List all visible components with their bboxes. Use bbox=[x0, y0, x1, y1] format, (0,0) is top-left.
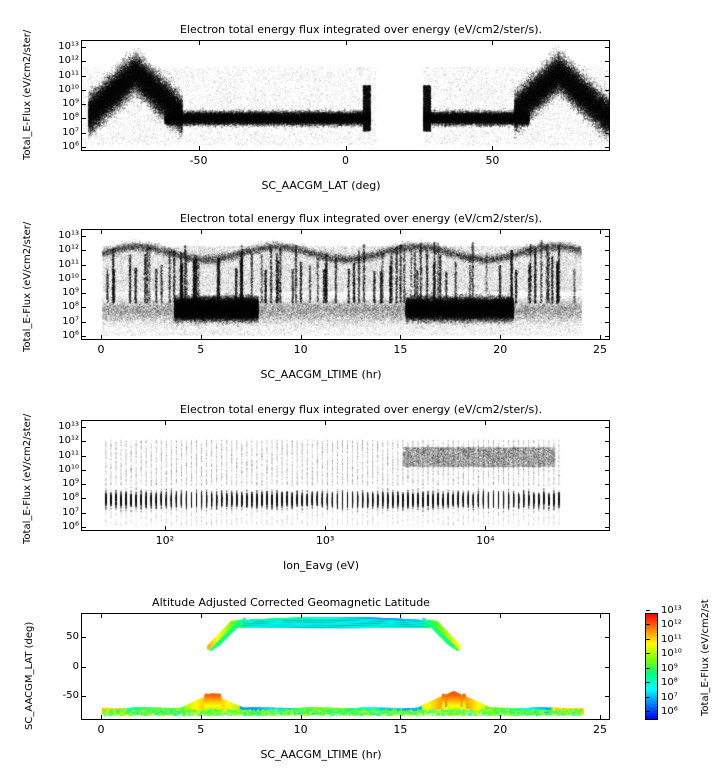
y-tick-label: 10¹² bbox=[58, 435, 79, 447]
x-tick-label: 10² bbox=[155, 534, 174, 547]
x-tickmark bbox=[165, 526, 166, 531]
x-tick-label: 15 bbox=[393, 343, 408, 356]
y-tick-label: 10¹² bbox=[58, 244, 79, 256]
y-tick-label: 0 bbox=[72, 660, 79, 672]
y-tickmark bbox=[605, 47, 610, 48]
y-tickmark bbox=[81, 90, 86, 91]
y-tickmark bbox=[605, 147, 610, 148]
y-tickmark bbox=[605, 513, 610, 514]
y-tickmark bbox=[81, 236, 86, 237]
colorbar-tickmark bbox=[646, 668, 650, 669]
colorbar-tickmark bbox=[646, 624, 650, 625]
y-tick-label: 10⁶ bbox=[62, 329, 79, 341]
y-tickmark bbox=[605, 696, 610, 697]
x-tickmark bbox=[346, 40, 347, 45]
y-tickmark bbox=[81, 696, 86, 697]
x-tickmark bbox=[600, 229, 601, 234]
panel2-title: Electron total energy flux integrated over energy (eV/cm2/ster/s). bbox=[179, 212, 543, 225]
panel1-xlabel: SC_AACGM_LAT (deg) bbox=[261, 179, 381, 192]
y-tickmark bbox=[81, 61, 86, 62]
y-tick-label: 10¹⁰ bbox=[58, 83, 79, 95]
x-tickmark bbox=[101, 229, 102, 234]
panel3-plot-area bbox=[81, 420, 610, 531]
x-tickmark bbox=[400, 715, 401, 720]
y-tick-label: 10¹⁰ bbox=[58, 272, 79, 284]
colorbar-tick-label: 10¹⁰ bbox=[661, 648, 682, 660]
y-tickmark bbox=[605, 118, 610, 119]
panel2-scatter-canvas bbox=[82, 230, 610, 340]
colorbar-tickmark bbox=[646, 610, 650, 611]
x-tickmark bbox=[485, 526, 486, 531]
panel1-title: Electron total energy flux integrated over energy (eV/cm2/ster/s). bbox=[179, 23, 543, 36]
x-tick-label: 0 bbox=[97, 723, 105, 736]
x-tickmark bbox=[400, 613, 401, 618]
panel3-title: Electron total energy flux integrated over energy (eV/cm2/ster/s). bbox=[179, 403, 543, 416]
panel2-xlabel: SC_AACGM_LTIME (hr) bbox=[260, 368, 382, 381]
x-tickmark bbox=[199, 146, 200, 151]
y-tickmark bbox=[605, 427, 610, 428]
x-tickmark bbox=[301, 715, 302, 720]
colorbar-tickmark bbox=[646, 711, 650, 712]
panel-electron-flux-vs-lat bbox=[0, 0, 722, 200]
y-tick-label: 10⁸ bbox=[62, 492, 79, 504]
panel3-ylabel: Total_E-Flux (eV/cm2/ster/ bbox=[22, 413, 33, 544]
x-tickmark bbox=[301, 229, 302, 234]
colorbar-tick-label: 10⁸ bbox=[661, 677, 678, 689]
y-tick-label: 10⁶ bbox=[62, 140, 79, 152]
x-tickmark bbox=[101, 715, 102, 720]
y-tickmark bbox=[81, 133, 86, 134]
y-tick-label: 10⁶ bbox=[62, 520, 79, 532]
y-tick-label: 10¹³ bbox=[58, 421, 79, 433]
colorbar-tick-label: 10⁷ bbox=[661, 691, 678, 703]
x-tick-label: 25 bbox=[593, 343, 608, 356]
x-tickmark bbox=[325, 420, 326, 425]
colorbar-tick-label: 10¹² bbox=[661, 619, 682, 631]
x-tick-label: 20 bbox=[493, 723, 508, 736]
panel1-scatter-canvas bbox=[82, 41, 610, 151]
y-tick-label: 10¹¹ bbox=[58, 258, 79, 270]
panel4-plot-area bbox=[81, 613, 610, 720]
y-tickmark bbox=[605, 236, 610, 237]
y-tickmark bbox=[81, 250, 86, 251]
y-tickmark bbox=[605, 293, 610, 294]
x-tick-label: 10³ bbox=[315, 534, 335, 547]
y-tickmark bbox=[81, 265, 86, 266]
y-tickmark bbox=[605, 637, 610, 638]
y-tickmark bbox=[605, 104, 610, 105]
x-tick-label: 20 bbox=[493, 343, 508, 356]
x-tickmark bbox=[301, 613, 302, 618]
y-tickmark bbox=[605, 250, 610, 251]
panel-electron-flux-vs-ltime bbox=[0, 200, 722, 392]
x-tickmark bbox=[492, 40, 493, 45]
colorbar-tick-label: 10⁶ bbox=[661, 706, 678, 717]
panel4-xlabel: SC_AACGM_LTIME (hr) bbox=[260, 748, 382, 761]
x-tick-label: 10⁴ bbox=[476, 534, 495, 547]
y-tickmark bbox=[81, 456, 86, 457]
panel1-ylabel: Total_E-Flux (eV/cm2/ster/ bbox=[22, 29, 33, 160]
y-tickmark bbox=[81, 47, 86, 48]
panel4-ylabel: SC_AACGM_LAT (deg) bbox=[24, 621, 35, 730]
panel4-track-canvas bbox=[82, 614, 610, 720]
panel-aacgm-latitude-track bbox=[0, 584, 722, 771]
y-tickmark bbox=[81, 527, 86, 528]
y-tick-label: 10¹² bbox=[58, 55, 79, 67]
panel4-title: Altitude Adjusted Corrected Geomagnetic Latitude bbox=[152, 596, 430, 609]
y-tick-label: 10⁷ bbox=[62, 315, 79, 327]
y-tickmark bbox=[81, 104, 86, 105]
y-tickmark bbox=[81, 293, 86, 294]
y-tickmark bbox=[81, 147, 86, 148]
panel2-plot-area bbox=[81, 229, 610, 340]
panel3-xlabel: Ion_Eavg (eV) bbox=[282, 559, 359, 572]
x-tickmark bbox=[485, 420, 486, 425]
x-tick-label: 5 bbox=[197, 343, 205, 356]
y-tickmark bbox=[81, 279, 86, 280]
y-tickmark bbox=[605, 456, 610, 457]
y-tickmark bbox=[605, 322, 610, 323]
y-tick-label: 50 bbox=[66, 630, 79, 642]
x-tickmark bbox=[201, 715, 202, 720]
x-tick-label: 10 bbox=[293, 343, 308, 356]
y-tick-label: -50 bbox=[62, 690, 79, 702]
y-tickmark bbox=[605, 90, 610, 91]
y-tickmark bbox=[605, 76, 610, 77]
y-tickmark bbox=[605, 336, 610, 337]
colorbar bbox=[645, 613, 658, 720]
y-tickmark bbox=[605, 133, 610, 134]
colorbar-tickmark bbox=[646, 653, 650, 654]
x-tick-label: 10 bbox=[293, 723, 308, 736]
x-tickmark bbox=[500, 715, 501, 720]
x-tickmark bbox=[600, 335, 601, 340]
x-tickmark bbox=[101, 335, 102, 340]
y-tickmark bbox=[81, 637, 86, 638]
y-tick-label: 10¹³ bbox=[58, 230, 79, 242]
y-tick-label: 10¹¹ bbox=[58, 449, 79, 461]
y-tickmark bbox=[605, 484, 610, 485]
x-tickmark bbox=[165, 420, 166, 425]
x-tickmark bbox=[500, 229, 501, 234]
y-tick-label: 10⁹ bbox=[62, 98, 79, 110]
x-tick-label: 50 bbox=[485, 154, 500, 167]
y-tickmark bbox=[605, 470, 610, 471]
y-tickmark bbox=[81, 470, 86, 471]
y-tickmark bbox=[605, 667, 610, 668]
y-tickmark bbox=[605, 265, 610, 266]
colorbar-tick-label: 10⁹ bbox=[661, 662, 678, 674]
y-tickmark bbox=[605, 279, 610, 280]
x-tick-label: 5 bbox=[197, 723, 205, 736]
x-tickmark bbox=[199, 40, 200, 45]
colorbar-tick-label: 10¹¹ bbox=[661, 633, 682, 645]
x-tickmark bbox=[101, 613, 102, 618]
x-tickmark bbox=[301, 335, 302, 340]
y-tick-label: 10¹¹ bbox=[58, 69, 79, 81]
y-tick-label: 10⁹ bbox=[62, 478, 79, 490]
y-tick-label: 10¹³ bbox=[58, 41, 79, 53]
y-tick-label: 10⁹ bbox=[62, 287, 79, 299]
y-tickmark bbox=[605, 441, 610, 442]
x-tick-label: -50 bbox=[189, 154, 208, 167]
panel-electron-flux-vs-ion-eavg bbox=[0, 392, 722, 584]
y-tickmark bbox=[81, 484, 86, 485]
y-tick-label: 10⁸ bbox=[62, 112, 79, 124]
y-tickmark bbox=[81, 498, 86, 499]
x-tickmark bbox=[400, 335, 401, 340]
x-tickmark bbox=[400, 229, 401, 234]
y-tickmark bbox=[605, 307, 610, 308]
colorbar-tickmark bbox=[646, 639, 650, 640]
y-tickmark bbox=[81, 322, 86, 323]
x-tick-label: 0 bbox=[97, 343, 105, 356]
x-tickmark bbox=[500, 335, 501, 340]
colorbar-tickmark bbox=[646, 697, 650, 698]
y-tickmark bbox=[81, 336, 86, 337]
panel2-ylabel: Total_E-Flux (eV/cm2/ster/ bbox=[22, 221, 33, 352]
y-tickmark bbox=[81, 427, 86, 428]
y-tickmark bbox=[81, 118, 86, 119]
y-tick-label: 10⁸ bbox=[62, 301, 79, 313]
x-tickmark bbox=[500, 613, 501, 618]
colorbar-tick-label: 10¹³ bbox=[661, 605, 682, 616]
colorbar-gradient bbox=[646, 614, 657, 719]
x-tickmark bbox=[346, 146, 347, 151]
y-tick-label: 10⁷ bbox=[62, 126, 79, 138]
x-tickmark bbox=[492, 146, 493, 151]
x-tickmark bbox=[600, 715, 601, 720]
x-tickmark bbox=[325, 526, 326, 531]
y-tickmark bbox=[81, 667, 86, 668]
x-tickmark bbox=[600, 613, 601, 618]
colorbar-label: Total_E-Flux (eV/cm2/st bbox=[700, 599, 711, 716]
x-tickmark bbox=[201, 335, 202, 340]
y-tick-label: 10¹⁰ bbox=[58, 463, 79, 475]
y-tickmark bbox=[81, 441, 86, 442]
y-tickmark bbox=[81, 513, 86, 514]
x-tick-label: 25 bbox=[593, 723, 608, 736]
panel3-scatter-canvas bbox=[82, 421, 610, 531]
y-tickmark bbox=[605, 498, 610, 499]
panel1-plot-area bbox=[81, 40, 610, 151]
x-tick-label: 0 bbox=[342, 154, 349, 167]
x-tick-label: 15 bbox=[393, 723, 408, 736]
x-tickmark bbox=[201, 229, 202, 234]
y-tickmark bbox=[81, 76, 86, 77]
x-tickmark bbox=[201, 613, 202, 618]
colorbar-tickmark bbox=[646, 682, 650, 683]
y-tickmark bbox=[605, 527, 610, 528]
y-tickmark bbox=[605, 61, 610, 62]
y-tick-label: 10⁷ bbox=[62, 506, 79, 518]
y-tickmark bbox=[81, 307, 86, 308]
